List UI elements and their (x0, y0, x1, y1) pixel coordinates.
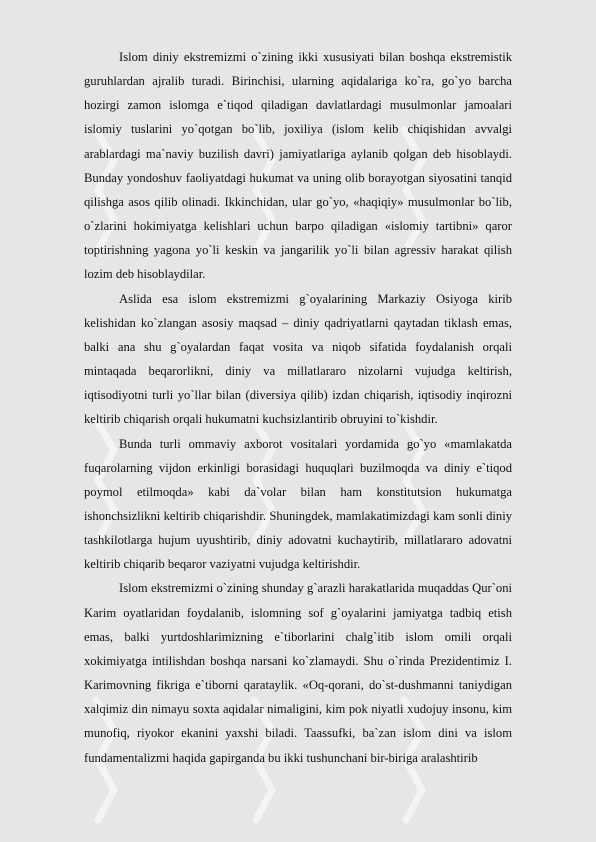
body-text (84, 45, 512, 770)
paragraph: Islom diniy ekstremizmi o`zining ikki xususiyati bilan boshqa ekstremistik guruhlardan ajralib turadi. Birinchisi, ularning aqidalariga ko`ra, go`yo barcha hozirgi zamon islomga e`tiqod qiladigan davlatlardagi musulmonlar jamoalari islomiy tuslarini yo`qotgan bo`lib, joxiliya (islom kelib chiqishidan avvalgi arablardagi ma`naviy buzilish davri) jamiyatlariga aylanib qolgan deb hisoblaydi. Bunday yondoshuv faoliyatdagi hukumat va uning olib borayotgan siyosatini tanqid qilishga asos qilib olinadi. Ikkinchidan, ular go`yo, «haqiqiy» musulmonlar bo`lib, o`zlarini hokimiyatga kelishlari uchun barpo qiladigan «islomiy tartibni» qaror toptirishning yagona yo`li keskin va jangarilik yo`li bilan agressiv harakat qilish lozim deb hisoblaydilar. (84, 50, 512, 282)
paragraph: Bunda turli ommaviy axborot vositalari yordamida go`yo «mamlakatda fuqarolarning vijdon erkinligi borasidagi huquqlari buzilmoqda va diniy e`tiqod poymol etilmoqda» kabi da`volar bilan ham konstitutsion hukumatga ishonchsizlikni keltirib chiqarishdir. Shuningdek, mamlakatimizdagi kam sonli diniy tashkilotlarga hujum uyushtirib, diniy adovatni kuchaytirib, millatlararo adovatni keltirib chiqarib beqaror vaziyatni vujudga keltirishdir. (84, 436, 512, 572)
paragraph: Islom ekstremizmi o`zining shunday g`arazli harakatlarida muqaddas Qur`oni Karim oyatlaridan foydalanib, islomning sof g`oyalarini jamiyatga tadbiq etish emas, balki yurtdoshlarimizning e`tiborlarini chalg`itib islom omili orqali xokimiyatga intilishdan boshqa narsani ko`zlamaydi. Shu o`rinda Prezidentimiz I. Karimovning fikriga e`tiborni qarataylik. «Oq-qorani, do`st-dushmanni taniydigan xalqimiz din nimayu soxta aqidalar nimaligini, kim pok niyatli xudojuy insonu, kim munofiq, riyokor ekanini yaxshi biladi. Taassufki, ba`zan islom dini va islom fundamentalizmi haqida gapirganda bu ikki tushunchani bir-biriga aralashtirib (84, 581, 512, 765)
paragraph: Aslida esa islom ekstremizmi g`oyalarining Markaziy Osiyoga kirib kelishidan ko`zlangan asosiy maqsad – diniy qadriyatlarni qaytadan tiklash emas, balki ana shu g`oyalardan faqat vosita va niqob sifatida foydalanish orqali mintaqada beqarorlikni, diniy va millatlararo nizolarni vujudga keltirish, iqtisodiyotni turli yo`llar bilan (diversiya qilib) izdan chiqarish, iqtisodiy inqirozni keltirib chiqarish orqali hukumatni kuchsizlantirib obruyini to`kishdir. (84, 291, 512, 427)
